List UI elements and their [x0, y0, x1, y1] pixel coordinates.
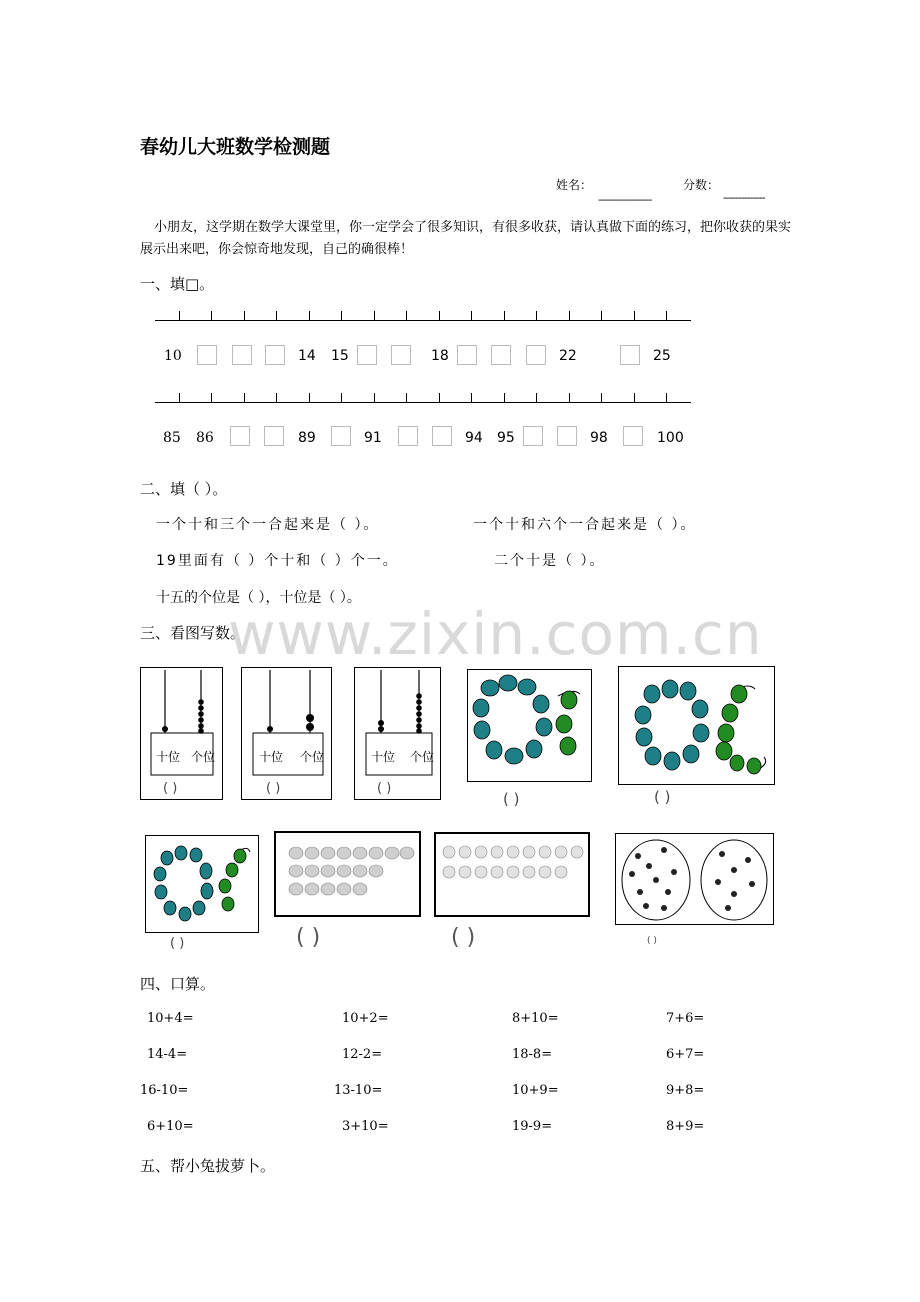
calc-item: 18-8= — [512, 1047, 553, 1062]
number-cell: 25 — [653, 348, 671, 364]
section-4-heading: 四、口算。 — [140, 975, 216, 993]
number-line-1 — [155, 311, 691, 321]
number-cell: 10 — [164, 348, 182, 364]
section-3-heading: 三、看图写数。 — [140, 624, 246, 642]
bead-ring-figure — [467, 669, 592, 782]
score-blank[interactable]: -------------- — [723, 191, 765, 204]
answer-box[interactable] — [526, 345, 546, 365]
abacus-drawing — [355, 668, 440, 799]
answer-box[interactable] — [620, 345, 640, 365]
number-line-2 — [155, 393, 691, 403]
answer-box[interactable] — [391, 345, 411, 365]
answer-box[interactable] — [457, 345, 477, 365]
number-cell: 98 — [590, 430, 608, 446]
answer-blank[interactable]: ( ) — [451, 925, 476, 950]
section-2-heading: 二、填（ ）。 — [140, 480, 228, 498]
score-label: 分数： — [683, 178, 720, 192]
bead-ring-drawing — [468, 670, 591, 781]
answer-box[interactable] — [232, 345, 252, 365]
calc-item: 6+10= — [147, 1119, 194, 1134]
calc-item: 16-10= — [140, 1083, 189, 1098]
calc-item: 10+4= — [147, 1011, 194, 1026]
calc-item: 10+9= — [512, 1083, 559, 1098]
answer-blank[interactable]: ( ) — [647, 936, 657, 946]
answer-box[interactable] — [398, 426, 418, 446]
answer-blank[interactable]: ( ) — [654, 788, 671, 806]
calc-item: 14-4= — [147, 1047, 188, 1062]
fill-question: 十五的个位是（ ），十位是（ ）。 — [156, 590, 361, 606]
calc-item: 7+6= — [666, 1011, 705, 1026]
calc-item: 3+10= — [342, 1119, 389, 1134]
page-title: 春幼儿大班数学检测题 — [140, 136, 331, 158]
answer-box[interactable] — [331, 426, 351, 446]
abacus-figure — [241, 667, 332, 800]
butterfly-group-figure — [274, 831, 421, 917]
answer-box[interactable] — [491, 345, 511, 365]
calc-item: 9+8= — [666, 1083, 705, 1098]
number-cell: 86 — [196, 430, 214, 446]
answer-box[interactable] — [357, 345, 377, 365]
number-cell: 100 — [657, 430, 684, 446]
answer-box[interactable] — [432, 426, 452, 446]
name-label: 姓名： — [556, 178, 593, 192]
answer-box[interactable] — [557, 426, 577, 446]
answer-blank[interactable]: ( ) — [163, 781, 178, 796]
section-5-heading: 五、帮小兔拔萝卜。 — [140, 1157, 276, 1175]
calc-item: 8+9= — [666, 1119, 705, 1134]
abacus-drawing — [141, 668, 222, 799]
answer-blank[interactable]: ( ) — [377, 781, 392, 796]
fill-question: 一个十和三个一合起来是（ ）。 — [156, 517, 380, 533]
answer-blank[interactable]: ( ) — [503, 790, 520, 808]
calc-item: 10+2= — [342, 1011, 389, 1026]
answer-box[interactable] — [197, 345, 217, 365]
calc-item: 12-2= — [342, 1047, 383, 1062]
ones-label: 个位 — [191, 750, 216, 764]
tens-label: 十位 — [371, 750, 396, 764]
ones-label: 个位 — [300, 750, 325, 764]
fill-question: 一个十和六个一合起来是（ ）。 — [473, 517, 697, 533]
abacus-drawing — [242, 668, 331, 799]
fill-question: 二个十是（ ）。 — [494, 553, 606, 569]
section-1-heading: 一、填□。 — [140, 275, 215, 293]
answer-blank[interactable]: ( ) — [170, 936, 185, 951]
answer-box[interactable] — [265, 345, 285, 365]
bead-ring-drawing — [619, 667, 774, 784]
bead-ring-drawing — [146, 836, 258, 932]
abacus-figure — [140, 667, 223, 800]
fill-question: 19里面有（ ）个十和（ ）个一。 — [156, 553, 399, 569]
number-cell: 89 — [298, 430, 316, 446]
duck-group-figure — [434, 832, 590, 917]
number-cell: 95 — [497, 430, 515, 446]
calc-item: 8+10= — [512, 1011, 559, 1026]
answer-box[interactable] — [264, 426, 284, 446]
calc-item: 19-9= — [512, 1119, 553, 1134]
bead-ring-figure — [618, 666, 775, 785]
butterfly-drawing — [276, 833, 419, 915]
answer-box[interactable] — [230, 426, 250, 446]
number-cell: 18 — [431, 348, 449, 364]
number-cell: 14 — [298, 348, 316, 364]
answer-box[interactable] — [623, 426, 643, 446]
answer-blank[interactable]: ( ) — [266, 781, 281, 796]
tens-label: 十位 — [259, 750, 284, 764]
calc-item: 6+7= — [666, 1047, 705, 1062]
bug-circles-figure — [615, 833, 774, 925]
tens-label: 十位 — [156, 750, 181, 764]
bug-drawing — [616, 834, 773, 924]
number-cell: 15 — [331, 348, 349, 364]
answer-box[interactable] — [523, 426, 543, 446]
number-cell: 91 — [364, 430, 382, 446]
number-cell: 94 — [465, 430, 483, 446]
duck-drawing — [436, 834, 588, 915]
abacus-figure — [354, 667, 441, 800]
ones-label: 个位 — [410, 750, 435, 764]
watermark: www.zixin.com.cn — [228, 600, 763, 668]
number-cell: 85 — [163, 430, 181, 446]
bead-ring-figure — [145, 835, 259, 933]
calc-item: 13-10= — [334, 1083, 383, 1098]
answer-blank[interactable]: ( ) — [296, 925, 321, 950]
number-cell: 22 — [559, 348, 577, 364]
name-blank[interactable]: ------------------ — [598, 193, 652, 206]
intro-text: 小朋友，这学期在数学大课堂里，你一定学会了很多知识，有很多收获，请认真做下面的练习，把你收获的果实展示出来吧，你会惊奇地发现，自己的确很棒！ — [140, 220, 792, 257]
